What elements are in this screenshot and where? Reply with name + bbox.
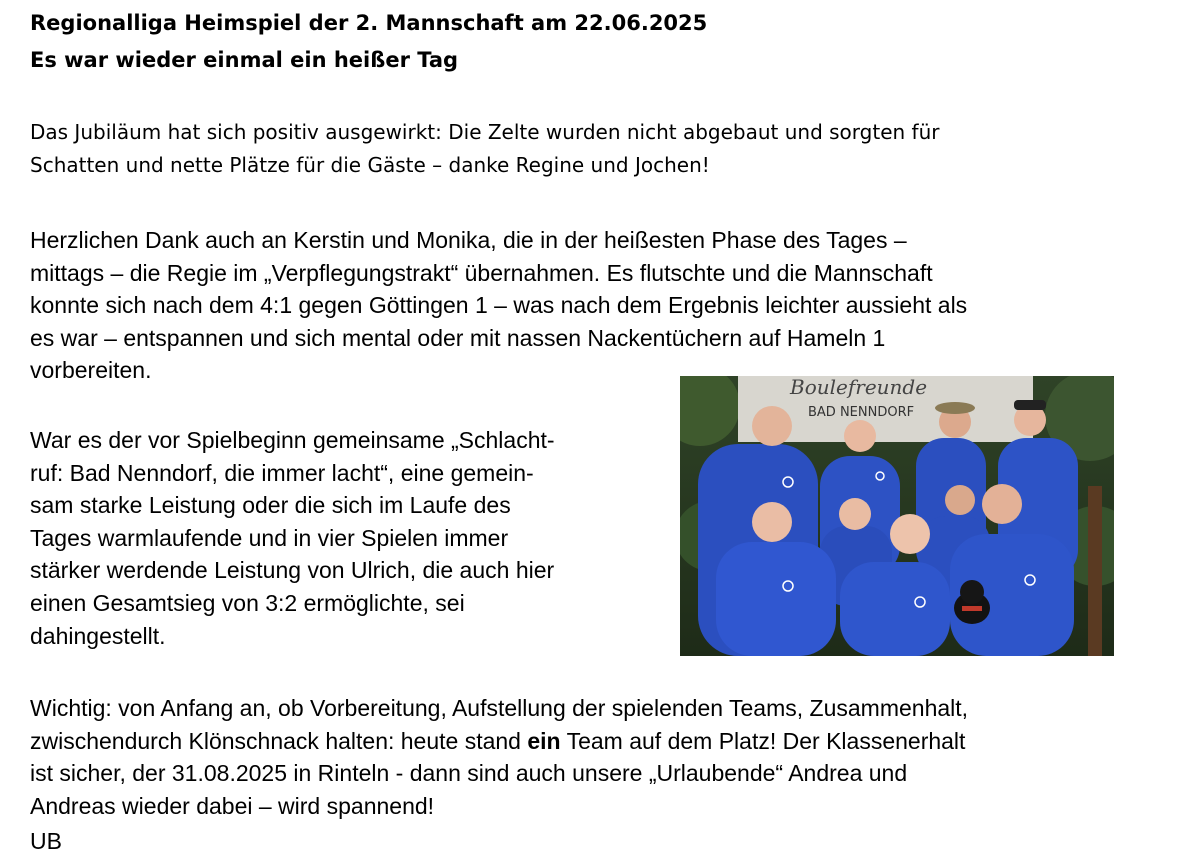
team-photo	[680, 376, 1114, 656]
article-title: Regionalliga Heimspiel der 2. Mannschaft am 22.06.2025	[30, 11, 708, 35]
text-line: es war – entspannen und sich mental oder mit nassen Nackentüchern auf Hameln 1	[30, 324, 886, 351]
thanks-paragraph	[30, 224, 1180, 387]
team-photo-illustration	[680, 376, 1114, 656]
emphasis-word: ein	[527, 727, 561, 754]
text-line: mittags – die Regie im „Verpflegungstrakt“ übernahmen. Es flutschte und die Mannschaft	[30, 259, 933, 286]
article-subtitle: Es war wieder einmal ein heißer Tag	[30, 48, 459, 72]
signature: UB	[30, 828, 62, 854]
text-line: sam starke Leistung oder die sich im Laufe des	[30, 492, 511, 519]
text-segment: zwischendurch Klönschnack halten: heute stand	[30, 727, 528, 754]
text-line: Tages warmlaufende und in vier Spielen immer	[30, 524, 509, 551]
text-segment: Team auf dem Platz! Der Klassenerhalt	[560, 727, 966, 754]
text-line: ruf: Bad Nenndorf, die immer lacht“, eine gemein-	[30, 459, 534, 486]
closing-paragraph	[30, 692, 1180, 822]
banner-text: BAD NENNDORF	[808, 405, 915, 420]
text-line: Herzlichen Dank auch an Kerstin und Monika, die in der heißesten Phase des Tages –	[30, 227, 907, 253]
text-line: Andreas wieder dabei – wird spannend!	[30, 792, 435, 819]
text-line: dahingestellt.	[30, 622, 166, 649]
text-line: vorbereiten.	[30, 357, 152, 384]
text-line: Das Jubiläum hat sich positiv ausgewirkt: Die Zelte wurden nicht abgebaut und sorgten für	[30, 120, 940, 144]
text-line: einen Gesamtsieg von 3:2 ermöglichte, sei	[30, 589, 465, 616]
text-line: stärker werdende Leistung von Ulrich, die auch hier	[30, 557, 555, 584]
text-line: Wichtig: von Anfang an, ob Vorbereitung, Aufstellung der spielenden Teams, Zusammenhalt,	[30, 695, 969, 721]
text-line: konnte sich nach dem 4:1 gegen Göttingen 1 – was nach dem Ergebnis leichter aussieht als	[30, 292, 968, 319]
text-line: Schatten und nette Plätze für die Gäste – danke Regine und Jochen!	[30, 153, 710, 177]
intro-paragraph	[30, 116, 1170, 182]
banner-script: Boulefreunde	[790, 376, 928, 399]
text-line: ist sicher, der 31.08.2025 in Rinteln - dann sind auch unsere „Urlaubende“ Andrea und	[30, 760, 908, 787]
text-line	[30, 725, 1180, 758]
battle-cry-paragraph	[30, 424, 670, 652]
text-line: War es der vor Spielbeginn gemeinsame „Schlacht-	[30, 427, 555, 453]
